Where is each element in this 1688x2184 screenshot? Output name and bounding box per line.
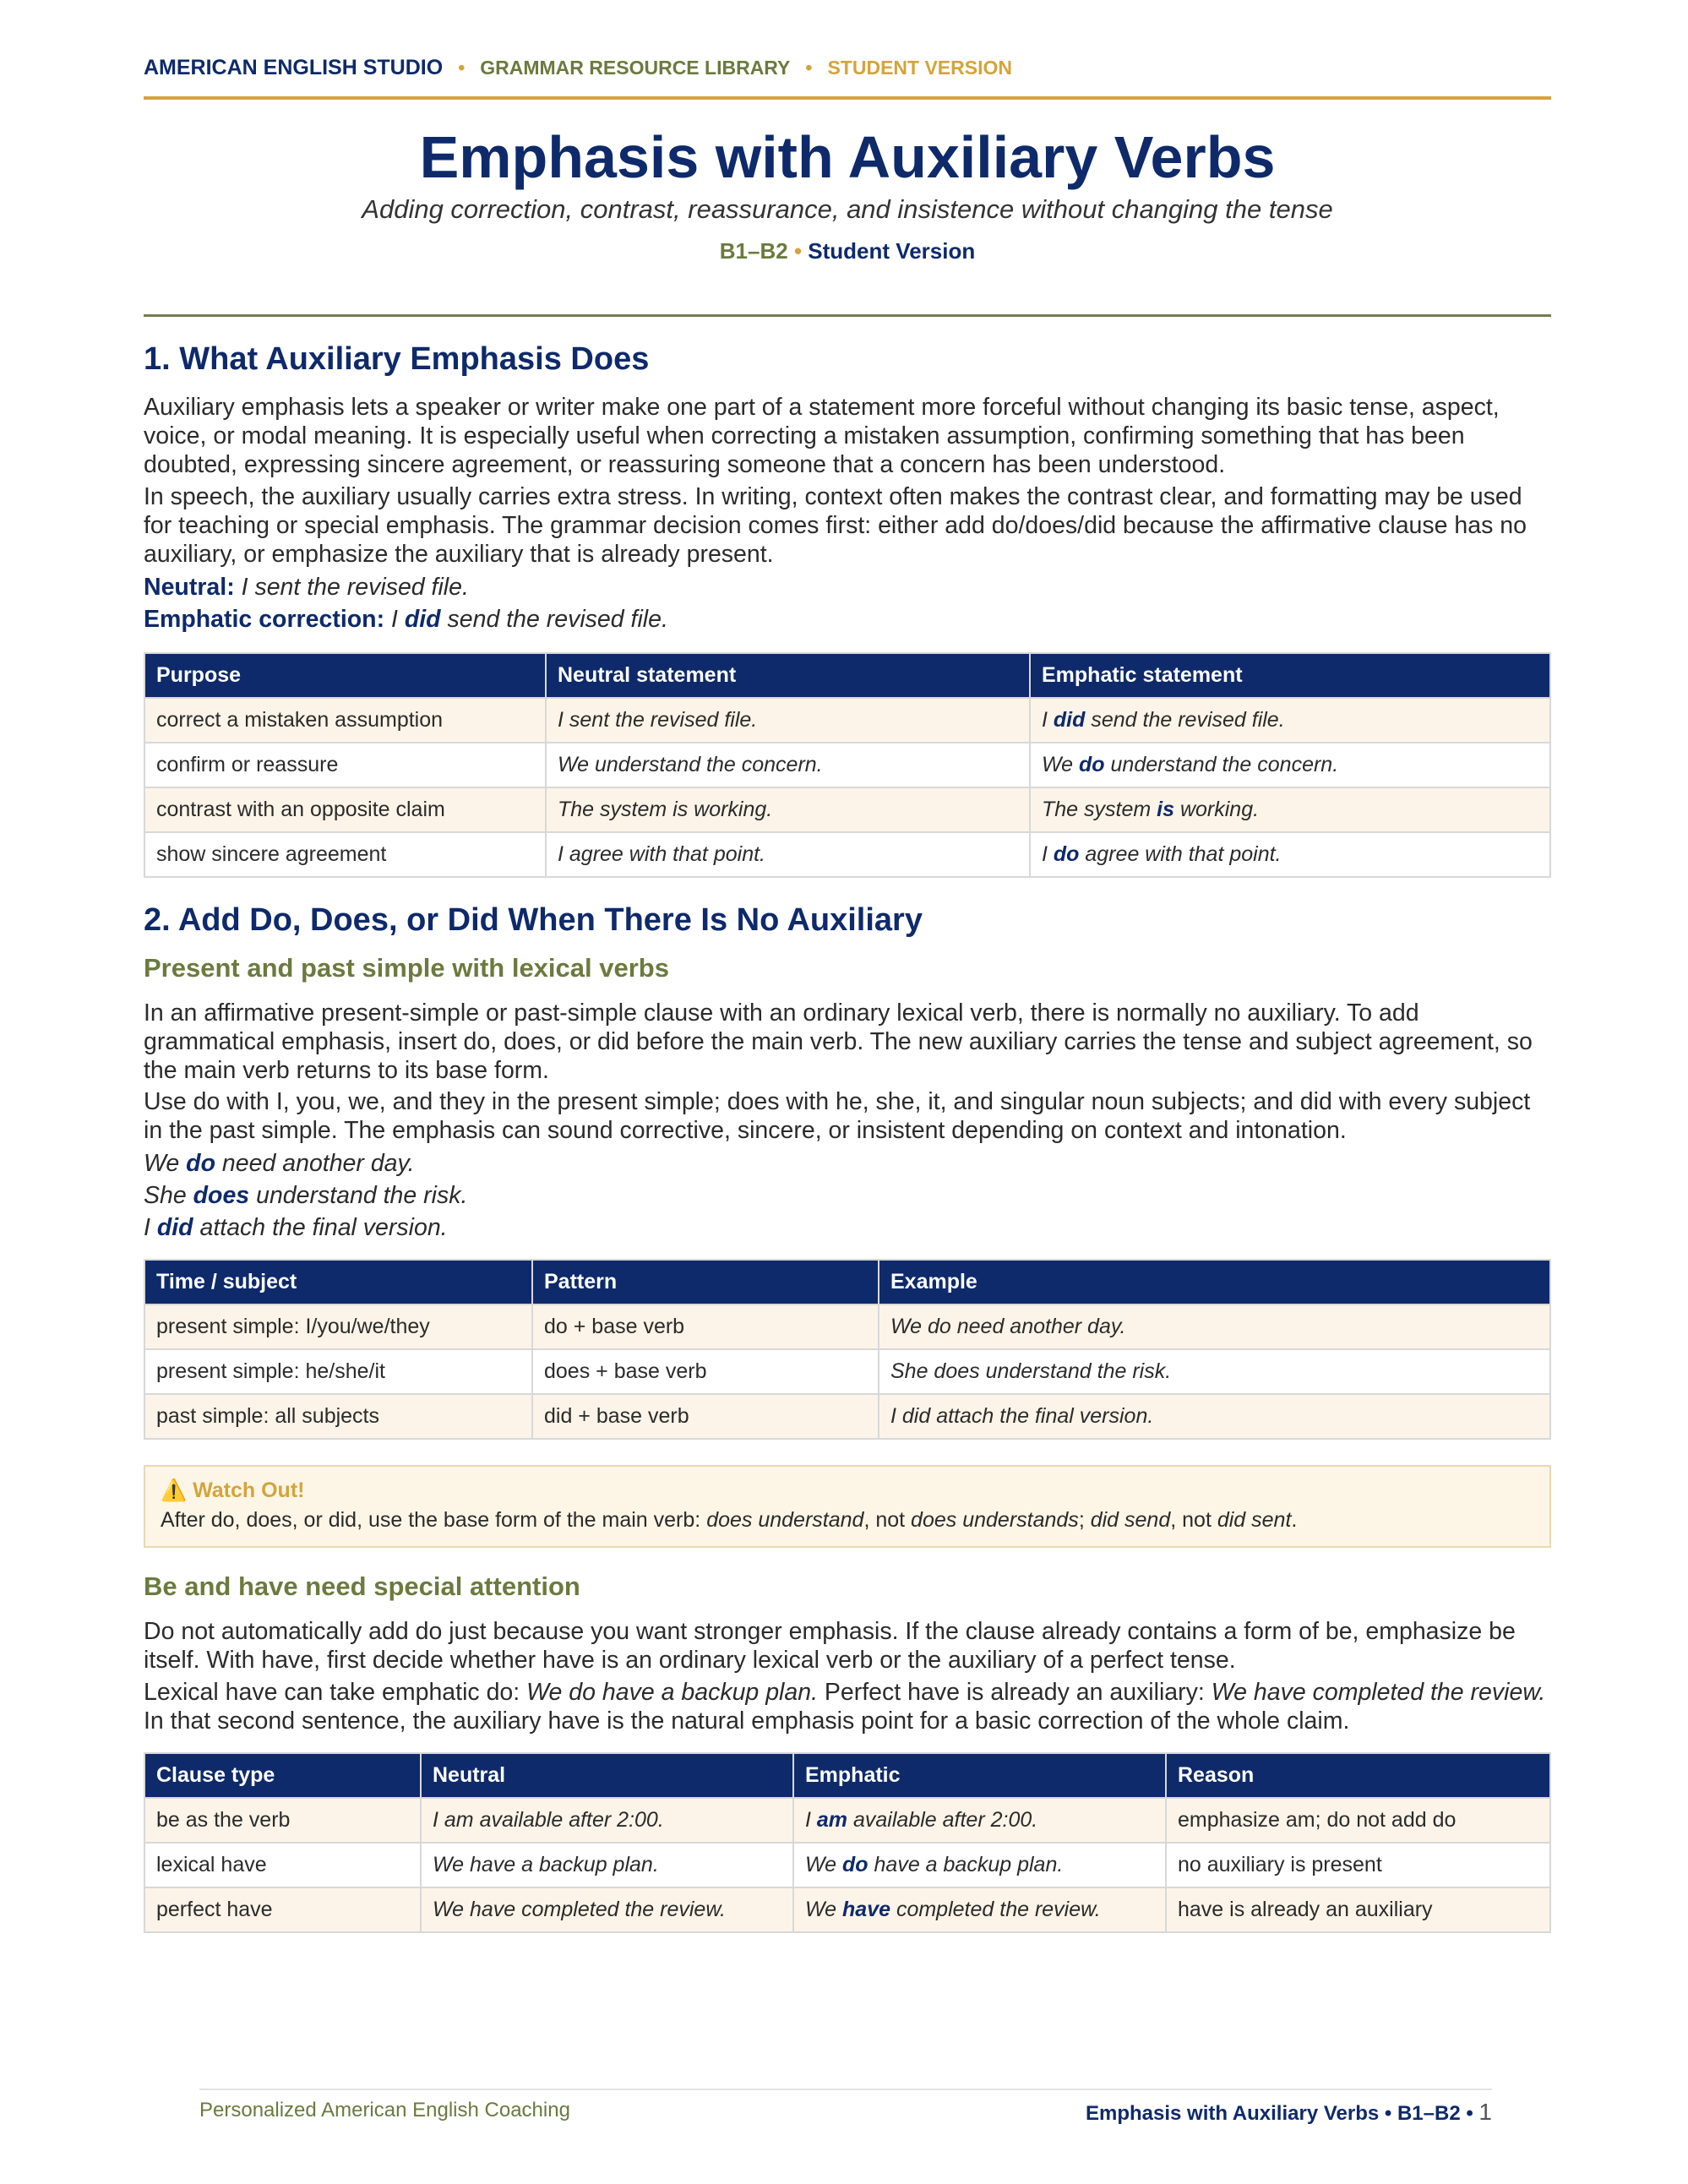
section-2-paragraph-3: Do not automatically add do just because you want stronger emphasis. If the clause already contains a form of be, emphasize be itself. With have, first decide whether have is an ordinary lexical verb or the auxiliary of a perfect tense. bbox=[144, 1618, 1516, 1674]
example-aux: do bbox=[186, 1150, 215, 1177]
table-cell bbox=[1030, 787, 1550, 832]
footer-divider bbox=[199, 2089, 1492, 2090]
cell-aux: is bbox=[1157, 798, 1175, 821]
section-2-paragraph-4 bbox=[144, 1678, 1551, 1735]
cell-aux: do bbox=[1053, 842, 1080, 866]
table-cell: contrast with an opposite claim bbox=[144, 787, 546, 832]
pattern-table bbox=[144, 1259, 1551, 1440]
table-cell: have is already an auxiliary bbox=[1166, 1887, 1550, 1932]
watch-out-callout bbox=[144, 1465, 1551, 1548]
table-cell: We understand the concern. bbox=[546, 743, 1030, 787]
para-text: Perfect have is already an auxiliary: bbox=[818, 1679, 1212, 1706]
table-header-row bbox=[144, 653, 1550, 698]
level-line bbox=[144, 238, 1551, 264]
example-post: attach the final version. bbox=[199, 1214, 448, 1241]
table-cell: We have completed the review. bbox=[421, 1887, 793, 1932]
table-row bbox=[144, 698, 1550, 743]
cell-pre: I bbox=[1042, 842, 1048, 866]
column-header: Neutral bbox=[421, 1753, 793, 1798]
example-post: need another day. bbox=[221, 1150, 415, 1177]
cell-post: agree with that point. bbox=[1085, 842, 1282, 866]
watch-example: does understands bbox=[911, 1508, 1079, 1532]
watch-text-part: , not bbox=[1170, 1508, 1217, 1532]
subsection-be-have-heading: Be and have need special attention bbox=[144, 1571, 580, 1601]
table-cell bbox=[1030, 698, 1550, 743]
table-cell: show sincere agreement bbox=[144, 832, 546, 877]
cell-pre: The system bbox=[1042, 798, 1152, 821]
table-cell: perfect have bbox=[144, 1887, 421, 1932]
section-2-paragraph-1: In an affirmative present-simple or past-simple clause with an ordinary lexical verb, there is normally no auxiliary. To add grammatical emphasis, insert do, does, or did before the main verb. The new auxiliary carries the tense and subject agreement, so the main verb returns to its base form. bbox=[144, 999, 1533, 1084]
table-cell: past simple: all subjects bbox=[144, 1394, 532, 1439]
page-number: 1 bbox=[1478, 2099, 1492, 2125]
table-row bbox=[144, 743, 1550, 787]
level-version: Student Version bbox=[808, 238, 976, 264]
column-header: Example bbox=[879, 1260, 1550, 1304]
section-1-heading: 1. What Auxiliary Emphasis Does bbox=[144, 341, 650, 377]
warning-icon: ⚠️ bbox=[161, 1479, 188, 1502]
para-example: We do have a backup plan. bbox=[526, 1679, 818, 1706]
table-cell bbox=[793, 1887, 1166, 1932]
table-cell: emphasize am; do not add do bbox=[1166, 1798, 1550, 1843]
neutral-example bbox=[144, 573, 469, 602]
column-header: Neutral statement bbox=[546, 653, 1030, 698]
column-header: Time / subject bbox=[144, 1260, 532, 1304]
brand-name: AMERICAN ENGLISH STUDIO bbox=[144, 56, 444, 79]
table-cell: We have a backup plan. bbox=[421, 1843, 793, 1887]
top-header bbox=[144, 56, 1551, 100]
emphatic-pre: I bbox=[390, 606, 398, 633]
table-cell: did + base verb bbox=[532, 1394, 879, 1439]
table-row bbox=[144, 1349, 1550, 1394]
watch-text-part: ; bbox=[1078, 1508, 1091, 1532]
cell-aux: do bbox=[1079, 753, 1105, 776]
level-code: B1–B2 bbox=[719, 238, 788, 264]
footer-right bbox=[1086, 2099, 1492, 2126]
watch-out-title-text: Watch Out! bbox=[193, 1479, 305, 1502]
table-cell: We do need another day. bbox=[879, 1304, 1550, 1349]
table-cell: I am available after 2:00. bbox=[421, 1798, 793, 1843]
table-cell: I did attach the final version. bbox=[879, 1394, 1550, 1439]
table-cell: present simple: I/you/we/they bbox=[144, 1304, 532, 1349]
table-row bbox=[144, 1798, 1550, 1843]
cell-pre: I bbox=[1042, 708, 1048, 732]
table-cell: do + base verb bbox=[532, 1304, 879, 1349]
watch-text-part: After do, does, or did, use the base form of the main verb: bbox=[161, 1508, 707, 1532]
table-row bbox=[144, 1887, 1550, 1932]
table-row bbox=[144, 1304, 1550, 1349]
cell-pre: We bbox=[1042, 753, 1074, 776]
example-post: understand the risk. bbox=[256, 1182, 468, 1209]
table-cell: I sent the revised file. bbox=[546, 698, 1030, 743]
page-subtitle: Adding correction, contrast, reassurance, and insistence without changing the tense bbox=[362, 194, 1333, 224]
table-cell bbox=[793, 1798, 1166, 1843]
example-line bbox=[144, 1149, 415, 1178]
cell-pre: I bbox=[805, 1808, 811, 1832]
column-header: Clause type bbox=[144, 1753, 421, 1798]
para-example: We have completed the review. bbox=[1211, 1679, 1546, 1706]
emphatic-example bbox=[144, 605, 668, 634]
table-row bbox=[144, 787, 1550, 832]
column-header: Emphatic statement bbox=[1030, 653, 1550, 698]
watch-example: does understand bbox=[706, 1508, 864, 1532]
example-pre: She bbox=[144, 1182, 187, 1209]
column-header: Reason bbox=[1166, 1753, 1550, 1798]
table-cell: be as the verb bbox=[144, 1798, 421, 1843]
table-cell: I agree with that point. bbox=[546, 832, 1030, 877]
header-separator: • bbox=[458, 57, 466, 79]
purpose-table bbox=[144, 652, 1551, 878]
column-header: Pattern bbox=[532, 1260, 879, 1304]
library-name: GRAMMAR RESOURCE LIBRARY bbox=[480, 57, 791, 79]
cell-aux: am bbox=[816, 1808, 848, 1832]
watch-out-title bbox=[161, 1479, 1534, 1503]
level-separator: • bbox=[793, 238, 803, 264]
table-header-row bbox=[144, 1260, 1550, 1304]
version-label: STUDENT VERSION bbox=[827, 57, 1012, 79]
cell-pre: We bbox=[805, 1853, 837, 1876]
column-header: Purpose bbox=[144, 653, 546, 698]
table-row bbox=[144, 832, 1550, 877]
column-header: Emphatic bbox=[793, 1753, 1166, 1798]
watch-out-text bbox=[161, 1508, 1534, 1533]
cell-post: have a backup plan. bbox=[874, 1853, 1064, 1876]
header-separator: • bbox=[805, 57, 813, 79]
section-2-heading: 2. Add Do, Does, or Did When There Is No Auxiliary bbox=[144, 902, 923, 938]
table-cell: lexical have bbox=[144, 1843, 421, 1887]
table-cell: The system is working. bbox=[546, 787, 1030, 832]
example-line bbox=[144, 1181, 467, 1210]
cell-post: understand the concern. bbox=[1110, 753, 1339, 776]
emphatic-post: send the revised file. bbox=[447, 606, 668, 633]
emphatic-aux: did bbox=[404, 606, 441, 633]
table-cell bbox=[1030, 743, 1550, 787]
example-pre: I bbox=[144, 1214, 150, 1241]
cell-post: send the revised file. bbox=[1091, 708, 1285, 732]
example-pre: We bbox=[144, 1150, 180, 1177]
watch-text-part: . bbox=[1291, 1508, 1298, 1532]
example-aux: does bbox=[193, 1182, 250, 1209]
table-cell: does + base verb bbox=[532, 1349, 879, 1394]
cell-aux: do bbox=[842, 1853, 869, 1876]
cell-post: available after 2:00. bbox=[853, 1808, 1038, 1832]
table-cell: confirm or reassure bbox=[144, 743, 546, 787]
table-cell bbox=[1030, 832, 1550, 877]
neutral-label: Neutral: bbox=[144, 574, 235, 601]
title-divider bbox=[144, 314, 1551, 317]
table-cell: present simple: he/she/it bbox=[144, 1349, 532, 1394]
neutral-text: I sent the revised file. bbox=[241, 574, 469, 601]
section-1-paragraph-2: In speech, the auxiliary usually carries extra stress. In writing, context often makes the contrast clear, and formatting may be used for teaching or special emphasis. The grammar decision comes first: either add do/does/did because the affirmative clause has no auxiliary, or emphasize the auxiliary that is already present. bbox=[144, 483, 1527, 568]
section-1-paragraph-1: Auxiliary emphasis lets a speaker or writer make one part of a statement more forceful without changing its basic tense, aspect, voice, or modal meaning. It is especially useful when correcting a mistaken assumption, confirming something that has been doubted, expressing sincere agreement, or reassuring someone that a concern has been understood. bbox=[144, 394, 1500, 478]
section-2-paragraph-2: Use do with I, you, we, and they in the present simple; does with he, she, it, and singular noun subjects; and did with every subject in the past simple. The emphasis can sound corrective, sincere, or insistent depending on context and intonation. bbox=[144, 1088, 1531, 1144]
footer-title: Emphasis with Auxiliary Verbs • B1–B2 • bbox=[1085, 2102, 1473, 2125]
table-header-row bbox=[144, 1753, 1550, 1798]
para-text: In that second sentence, the auxiliary have is the natural emphasis point for a basic correction of the whole claim. bbox=[144, 1707, 1350, 1735]
table-cell bbox=[793, 1843, 1166, 1887]
cell-post: completed the review. bbox=[896, 1898, 1101, 1921]
table-row bbox=[144, 1394, 1550, 1439]
watch-example: did sent bbox=[1217, 1508, 1292, 1532]
table-row bbox=[144, 1843, 1550, 1887]
table-cell: She does understand the risk. bbox=[879, 1349, 1550, 1394]
table-cell: no auxiliary is present bbox=[1166, 1843, 1550, 1887]
watch-text-part: , not bbox=[863, 1508, 912, 1532]
watch-example: did send bbox=[1090, 1508, 1171, 1532]
page-title: Emphasis with Auxiliary Verbs bbox=[419, 124, 1276, 190]
emphatic-label: Emphatic correction: bbox=[144, 606, 385, 633]
example-line bbox=[144, 1213, 448, 1242]
para-text: Lexical have can take emphatic do: bbox=[144, 1679, 527, 1706]
footer-left: Personalized American English Coaching bbox=[199, 2099, 570, 2121]
table-cell: correct a mistaken assumption bbox=[144, 698, 546, 743]
clause-type-table bbox=[144, 1752, 1551, 1933]
cell-pre: We bbox=[805, 1898, 837, 1921]
cell-aux: did bbox=[1053, 708, 1086, 732]
cell-aux: have bbox=[842, 1898, 890, 1921]
subsection-lexical-heading: Present and past simple with lexical verbs bbox=[144, 953, 669, 983]
cell-post: working. bbox=[1179, 798, 1260, 821]
example-aux: did bbox=[156, 1214, 193, 1241]
